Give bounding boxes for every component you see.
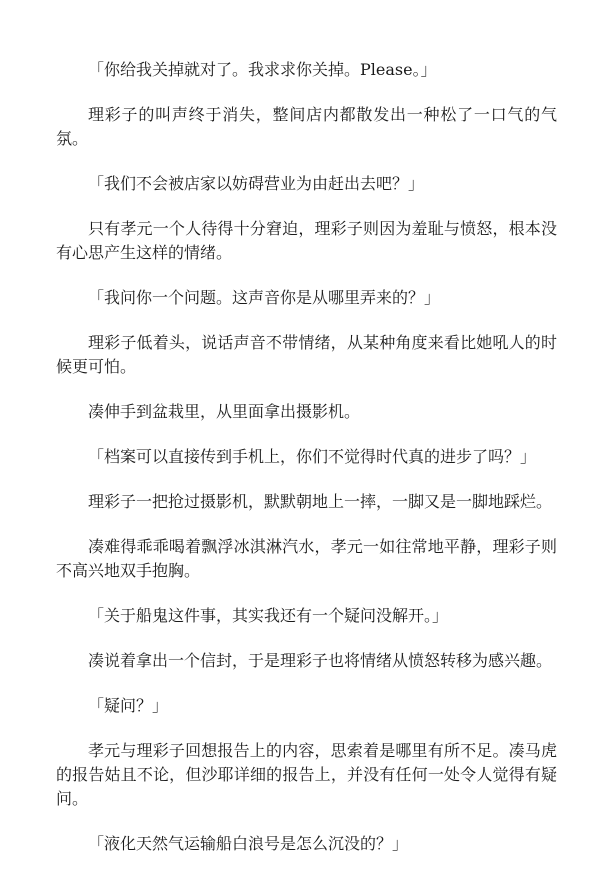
paragraph-7: 凑伸手到盆栽里，从里面拿出摄影机。 [88, 402, 361, 421]
paragraph-3: 「我们不会被店家以妨碍营业为由赶出去吧？」 [88, 174, 425, 193]
paragraph-11: 「关于船鬼这件事，其实我还有一个疑问没解开。」 [88, 606, 449, 625]
paragraph-2: 理彩子的叫声终于消失，整间店内都散发出一种松了一口气的气氛。 [56, 105, 557, 148]
paragraph-8: 「档案可以直接传到手机上，你们不觉得时代真的进步了吗？」 [88, 447, 537, 466]
paragraph-15: 「液化天然气运输船白浪号是怎么沉没的？」 [88, 834, 409, 853]
paragraph-10: 凑难得乖乖喝着飘浮冰淇淋汽水，孝元一如往常地平静，理彩子则不高兴地双手抱胸。 [56, 537, 557, 580]
paragraph-1: 「你给我关掉就对了。我求求你关掉。Please。」 [88, 60, 437, 79]
paragraph-14: 孝元与理彩子回想报告上的内容，思索着是哪里有所不足。凑马虎的报告姑且不论，但沙耶详细的报告上，并没有任何一处令人觉得有疑问。 [56, 741, 557, 808]
paragraph-13: 「疑问？」 [88, 696, 169, 715]
paragraph-12: 凑说着拿出一个信封，于是理彩子也将情绪从愤怒转移为感兴趣。 [88, 651, 553, 670]
paragraph-4: 只有孝元一个人待得十分窘迫，理彩子则因为羞耻与愤怒，根本没有心思产生这样的情绪。 [56, 219, 557, 262]
paragraph-6: 理彩子低着头，说话声音不带情绪，从某种角度来看比她吼人的时候更可怕。 [56, 333, 557, 376]
paragraph-5: 「我问你一个问题。这声音你是从哪里弄来的？」 [88, 288, 441, 307]
paragraph-9: 理彩子一把抢过摄影机，默默朝地上一摔，一脚又是一脚地踩烂。 [88, 492, 553, 511]
